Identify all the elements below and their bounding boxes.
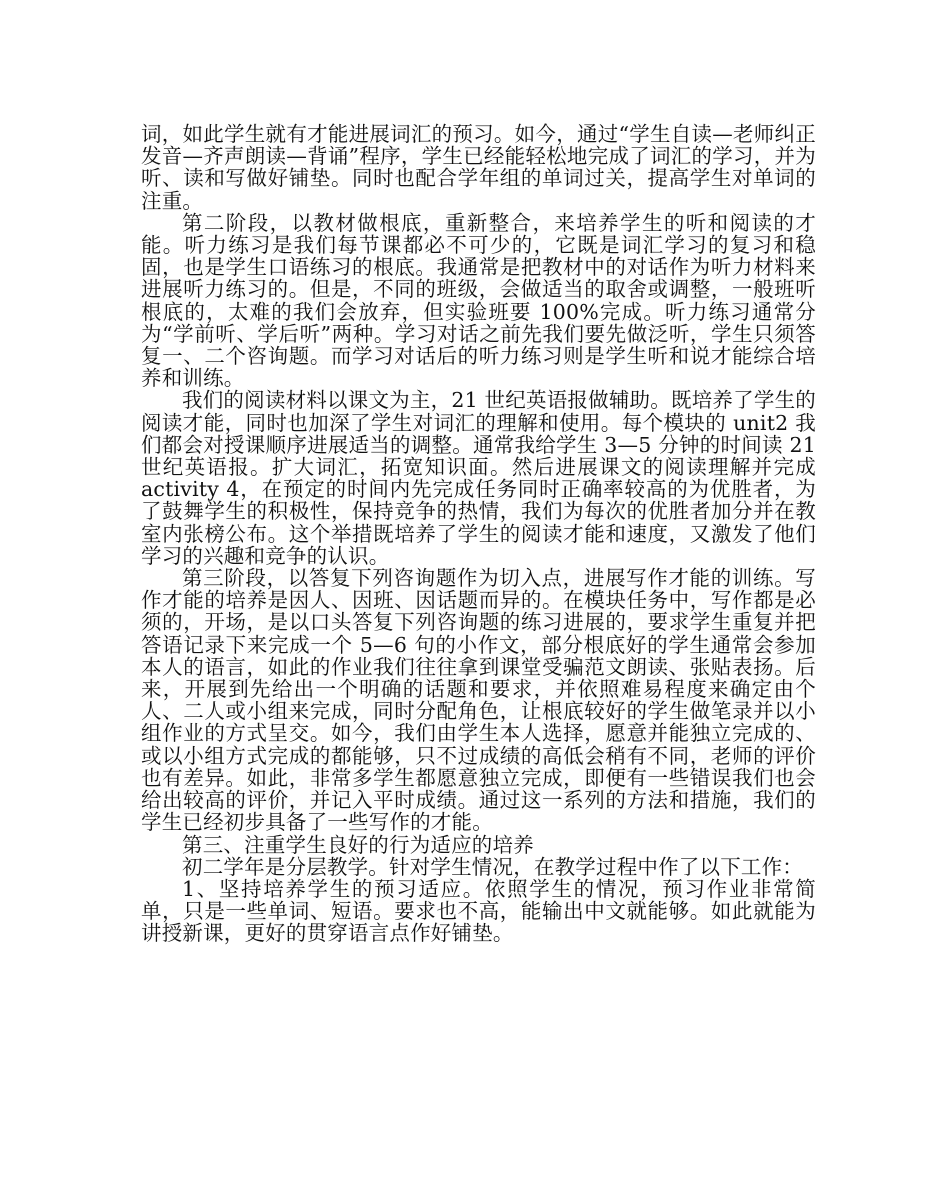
paragraph-reading-materials: 我们的阅读材料以课文为主，21 世纪英语报做辅助。既培养了学生的阅读才能，同时也加深了学生对词汇的理解和使用。每个模块的 unit2 我们都会对授课顺序进展适当的调整。通常我给学生 3—5 分钟的时间读 21 世纪英语报。扩大词汇，拓宽知识面。然后进展课文的阅读理解并完成 activity 4，在预定的时间内先完成任务同时正确率较高的为优胜者，为了鼓舞学生的积极性，保持竞争的热情，我们为每次的优胜者加分并在教室内张榜公布。这个举措既培养了学生的阅读才能和速度，又激发了他们学习的兴趣和竞争的认识。	[141, 388, 816, 568]
list-item-preview-habit: 1、坚持培养学生的预习适应。依照学生的情况，预习作业非常简单，只是一些单词、短语。要求也不高，能输出中文就能够。如此就能为讲授新课，更好的贯穿语言点作好铺垫。	[141, 876, 816, 946]
paragraph-stage-three-writing: 第三阶段，以答复下列咨询题作为切入点，进展写作才能的训练。写作才能的培养是因人、因班、因话题而异的。在模块任务中，写作都是必须的，开场，是以口头答复下列咨询题的练习进展的，要求学生重复并把答语记录下来完成一个 5—6 句的小作文，部分根底好的学生通常会参加本人的语言，如此的作业我们往往拿到课堂受骗范文朗读、张贴表扬。后来，开展到先给出一个明确的话题和要求，并依照难易程度来确定由个人、二人或小组来完成，同时分配角色，让根底较好的学生做笔录并以小组作业的方式呈交。如今，我们由学生本人选择，愿意并能独立完成的、或以小组方式完成的都能够，只不过成绩的高低会稍有不同，老师的评价也有差异。如此，非常多学生都愿意独立完成，即便有一些错误我们也会给出较高的评价，并记入平时成绩。通过这一系列的方法和措施，我们的学生已经初步具备了一些写作的才能。	[141, 566, 816, 835]
document-body	[141, 123, 816, 945]
paragraph-stage-two-listening: 第二阶段，以教材做根底，重新整合，来培养学生的听和阅读的才能。听力练习是我们每节课都必不可少的，它既是词汇学习的复习和稳固，也是学生口语练习的根底。我通常是把教材中的对话作为听力材料来进展听力练习的。但是，不同的班级，会做适当的取舍或调整，一般班听根底的，太难的我们会放弃，但实验班要 100%完成。听力练习通常分为“学前听、学后听”两种。学习对话之前先我们要先做泛听，学生只须答复一、二个咨询题。而学习对话后的听力练习则是学生听和说才能综合培养和训练。	[141, 210, 816, 391]
paragraph-layered-teaching: 初二学年是分层教学。针对学生情况，在教学过程中作了以下工作：	[182, 854, 803, 879]
paragraph-vocabulary-preview: 词，如此学生就有才能进展词汇的预习。如今，通过“学生自读—老师纠正发音—齐声朗读—背诵”程序，学生已经能轻松地完成了词汇的学习，并为听、读和写做好铺垫。同时也配合学年组的单词过关，提高学生对单词的注重。	[141, 122, 816, 213]
section-heading-habits: 第三、注重学生良好的行为适应的培养	[182, 832, 534, 857]
